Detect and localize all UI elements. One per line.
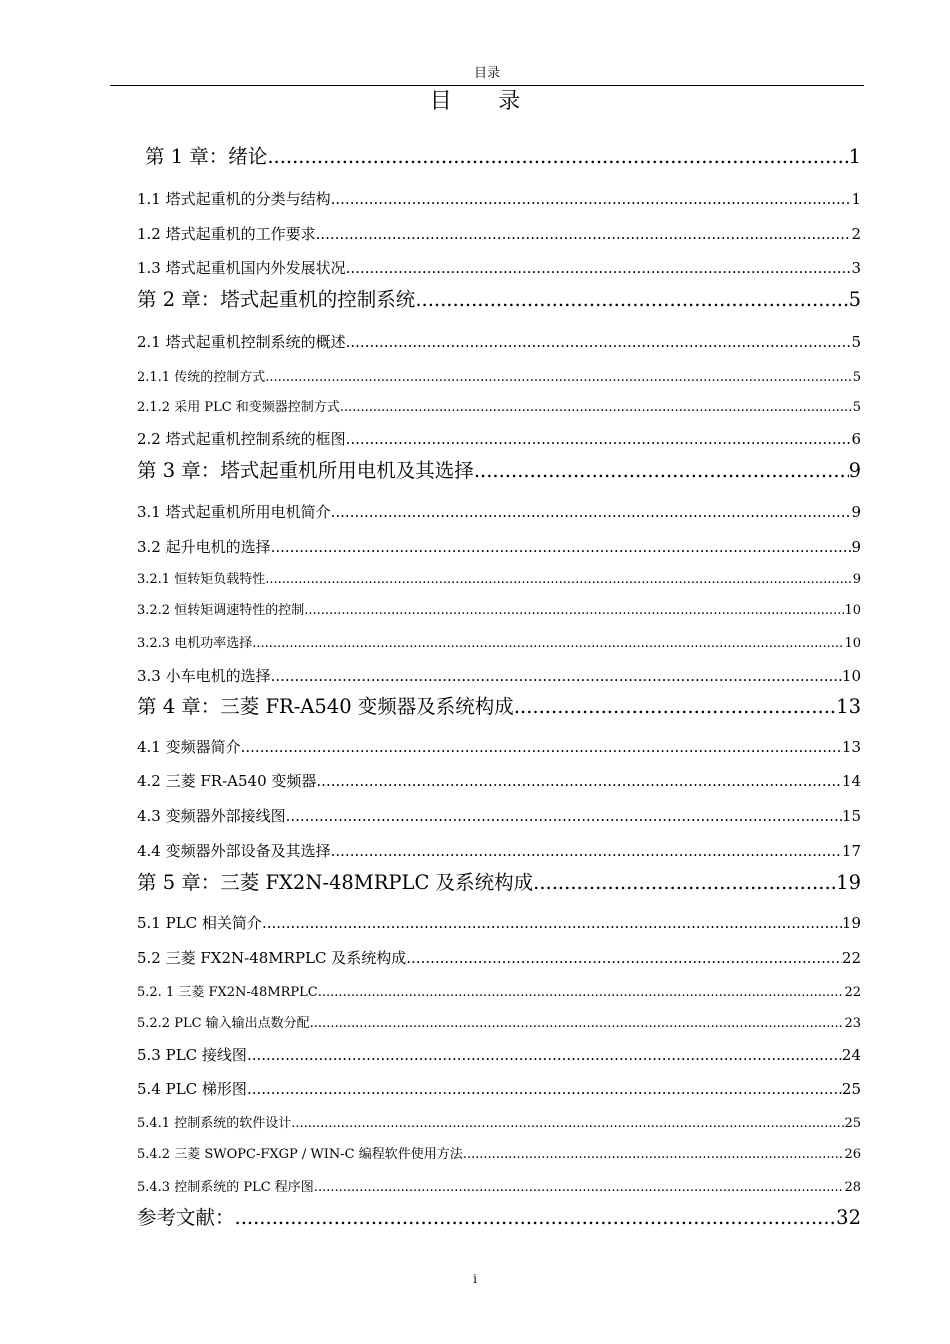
toc-title: 目 录: [429, 89, 541, 114]
toc-entry-label: 2.1.1 传统的控制方式: [137, 370, 266, 385]
toc-entry-page: 13: [841, 738, 861, 756]
toc-dot-leader: [514, 695, 836, 719]
toc-dot-leader: [314, 1180, 845, 1196]
toc-entry-label: 4.2 三菱 FR-A540 变频器: [137, 772, 317, 790]
toc-entry-label: 第 4 章：三菱 FR-A540 变频器及系统构成: [137, 695, 514, 718]
toc-entry-page: 5: [851, 333, 861, 351]
toc-dot-leader: [474, 459, 849, 483]
toc-dot-leader: [271, 667, 842, 685]
toc-entry-label: 3.1 塔式起重机所用电机简介: [137, 503, 331, 521]
toc-entry-section[interactable]: [137, 538, 861, 556]
toc-entry-label: 5.2 三菱 FX2N-48MRPLC 及系统构成: [137, 949, 407, 967]
toc-dot-leader: [252, 636, 844, 652]
toc-entry-section[interactable]: [137, 259, 861, 277]
toc-dot-leader: [265, 370, 853, 386]
toc-entry-chapter[interactable]: [137, 695, 861, 719]
toc-entry-subsection[interactable]: [137, 572, 861, 588]
toc-entry-page: 9: [851, 503, 861, 521]
toc-entry-page: 19: [836, 871, 861, 894]
toc-entry-subsection[interactable]: [137, 1116, 861, 1132]
toc-entry-section[interactable]: [137, 333, 861, 351]
toc-entry-page: 2: [851, 225, 861, 243]
toc-entry-subsection[interactable]: [137, 985, 861, 1001]
toc-dot-leader: [265, 572, 853, 588]
toc-entry-page: 10: [841, 667, 861, 685]
toc-entry-page: 25: [844, 1116, 861, 1131]
toc-entry-label: 3.2.1 恒转矩负载特性: [137, 572, 266, 587]
toc-entry-chapter[interactable]: [137, 459, 861, 483]
toc-entry-page: 15: [841, 807, 861, 825]
toc-dot-leader: [291, 1116, 844, 1132]
running-header: 目录: [473, 66, 500, 81]
toc-entry-subsection[interactable]: [137, 370, 861, 386]
toc-entry-section[interactable]: [137, 430, 861, 448]
toc-entry-page: 32: [836, 1206, 861, 1229]
toc-dot-leader: [316, 225, 852, 243]
toc-entry-page: 1: [851, 190, 861, 208]
toc-entry-page: 5: [852, 400, 861, 415]
toc-entry-label: 第 2 章：塔式起重机的控制系统: [137, 288, 416, 311]
toc-entry-section[interactable]: [137, 738, 861, 756]
toc-dot-leader: [241, 738, 842, 756]
toc-dot-leader: [310, 1016, 845, 1032]
toc-dot-leader: [346, 333, 852, 351]
toc-entry-label: 第 1 章：绪论: [145, 145, 268, 168]
toc-entry-page: 1: [848, 145, 861, 168]
toc-entry-label: 3.2.3 电机功率选择: [137, 636, 253, 651]
toc-entry-section[interactable]: [137, 842, 861, 860]
toc-entry-section[interactable]: [137, 1046, 861, 1064]
toc-dot-leader: [247, 1080, 842, 1098]
toc-entry-label: 第 3 章：塔式起重机所用电机及其选择: [137, 459, 474, 482]
toc-entry-label: 4.1 变频器简介: [137, 738, 241, 756]
toc-entry-page: 9: [851, 538, 861, 556]
toc-entry-label: 4.3 变频器外部接线图: [137, 807, 286, 825]
toc-entry-section[interactable]: [137, 949, 861, 967]
toc-entry-label: 3.2 起升电机的选择: [137, 538, 271, 556]
toc-entry-label: 1.3 塔式起重机国内外发展状况: [137, 259, 346, 277]
toc-dot-leader: [271, 538, 852, 556]
toc-dot-leader: [533, 871, 836, 895]
toc-entry-page: 3: [851, 259, 861, 277]
toc-entry-page: 26: [844, 1147, 861, 1162]
toc-dot-leader: [406, 949, 842, 967]
toc-entry-label: 5.4.1 控制系统的软件设计: [137, 1116, 292, 1131]
toc-entry-label: 参考文献：: [137, 1206, 235, 1229]
toc-entry-section[interactable]: [137, 503, 861, 521]
toc-dot-leader: [331, 842, 842, 860]
toc-dot-leader: [346, 259, 852, 277]
toc-dot-leader: [267, 145, 848, 169]
toc-dot-leader: [316, 772, 842, 790]
toc-dot-leader: [415, 288, 848, 312]
toc-entry-page: 6: [851, 430, 861, 448]
toc-dot-leader: [286, 807, 842, 825]
toc-entry-label: 5.4 PLC 梯形图: [137, 1080, 247, 1098]
toc-entry-page: 23: [844, 1016, 861, 1031]
toc-dot-leader: [247, 1046, 842, 1064]
toc-entry-page: 10: [844, 603, 861, 618]
toc-dot-leader: [331, 503, 852, 521]
toc-entry-label: 1.2 塔式起重机的工作要求: [137, 225, 316, 243]
toc-dot-leader: [318, 985, 845, 1001]
toc-entry-section[interactable]: [137, 225, 861, 243]
toc-entry-chapter[interactable]: [145, 145, 861, 169]
toc-entry-page: 22: [844, 985, 861, 1000]
toc-entry-subsection[interactable]: [137, 603, 861, 619]
toc-entry-section[interactable]: [137, 1080, 861, 1098]
toc-entry-page: 5: [852, 370, 861, 385]
toc-entry-page: 28: [844, 1180, 861, 1195]
toc-entry-label: 5.2. 1 三菱 FX2N-48MRPLC: [137, 985, 318, 1000]
toc-entry-chapter[interactable]: [137, 288, 861, 312]
toc-entry-label: 1.1 塔式起重机的分类与结构: [137, 190, 331, 208]
toc-entry-page: 10: [844, 636, 861, 651]
toc-entry-page: 24: [841, 1046, 861, 1064]
toc-entry-chapter[interactable]: [137, 871, 861, 895]
toc-entry-subsection[interactable]: [137, 400, 861, 416]
toc-entry-subsection[interactable]: [137, 636, 861, 652]
toc-entry-page: 25: [841, 1080, 861, 1098]
toc-entry-label: 5.4.2 三菱 SWOPC-FXGP / WIN-C 编程软件使用方法: [137, 1147, 463, 1162]
toc-entry-section[interactable]: [137, 772, 861, 790]
toc-entry-label: 2.2 塔式起重机控制系统的框图: [137, 430, 346, 448]
toc-entry-page: 9: [848, 459, 861, 482]
toc-dot-leader: [340, 400, 853, 416]
toc-entry-label: 第 5 章：三菱 FX2N-48MRPLC 及系统构成: [137, 871, 534, 894]
toc-entry-page: 17: [841, 842, 861, 860]
toc-entry-subsection[interactable]: [137, 1180, 861, 1196]
toc-entry-page: 19: [841, 914, 861, 932]
toc-dot-leader: [235, 1206, 837, 1230]
toc-entry-label: 3.3 小车电机的选择: [137, 667, 271, 685]
toc-entry-label: 5.1 PLC 相关简介: [137, 914, 262, 932]
toc-entry-page: 22: [841, 949, 861, 967]
toc-dot-leader: [463, 1147, 845, 1163]
toc-dot-leader: [331, 190, 852, 208]
toc-dot-leader: [262, 914, 842, 932]
toc-entry-chapter[interactable]: [137, 1206, 861, 1230]
toc-entry-label: 5.2.2 PLC 输入输出点数分配: [137, 1016, 310, 1031]
toc-entry-page: 13: [836, 695, 861, 718]
toc-entry-label: 5.4.3 控制系统的 PLC 程序图: [137, 1180, 314, 1195]
toc-entry-label: 2.1.2 采用 PLC 和变频器控制方式: [137, 400, 340, 415]
toc-entry-section[interactable]: [137, 190, 861, 208]
toc-entry-section[interactable]: [137, 807, 861, 825]
toc-entry-subsection[interactable]: [137, 1147, 861, 1163]
toc-entry-page: 5: [848, 288, 861, 311]
toc-entry-subsection[interactable]: [137, 1016, 861, 1032]
toc-entry-label: 4.4 变频器外部设备及其选择: [137, 842, 331, 860]
toc-entry-label: 2.1 塔式起重机控制系统的概述: [137, 333, 346, 351]
toc-entry-label: 5.3 PLC 接线图: [137, 1046, 247, 1064]
page-number: i: [473, 1272, 477, 1286]
toc-dot-leader: [304, 603, 844, 619]
toc-entry-section[interactable]: [137, 914, 861, 932]
toc-entry-page: 14: [841, 772, 861, 790]
toc-entry-section[interactable]: [137, 667, 861, 685]
toc-dot-leader: [346, 430, 852, 448]
toc-entry-page: 9: [852, 572, 861, 587]
toc-entry-label: 3.2.2 恒转矩调速特性的控制: [137, 603, 305, 618]
